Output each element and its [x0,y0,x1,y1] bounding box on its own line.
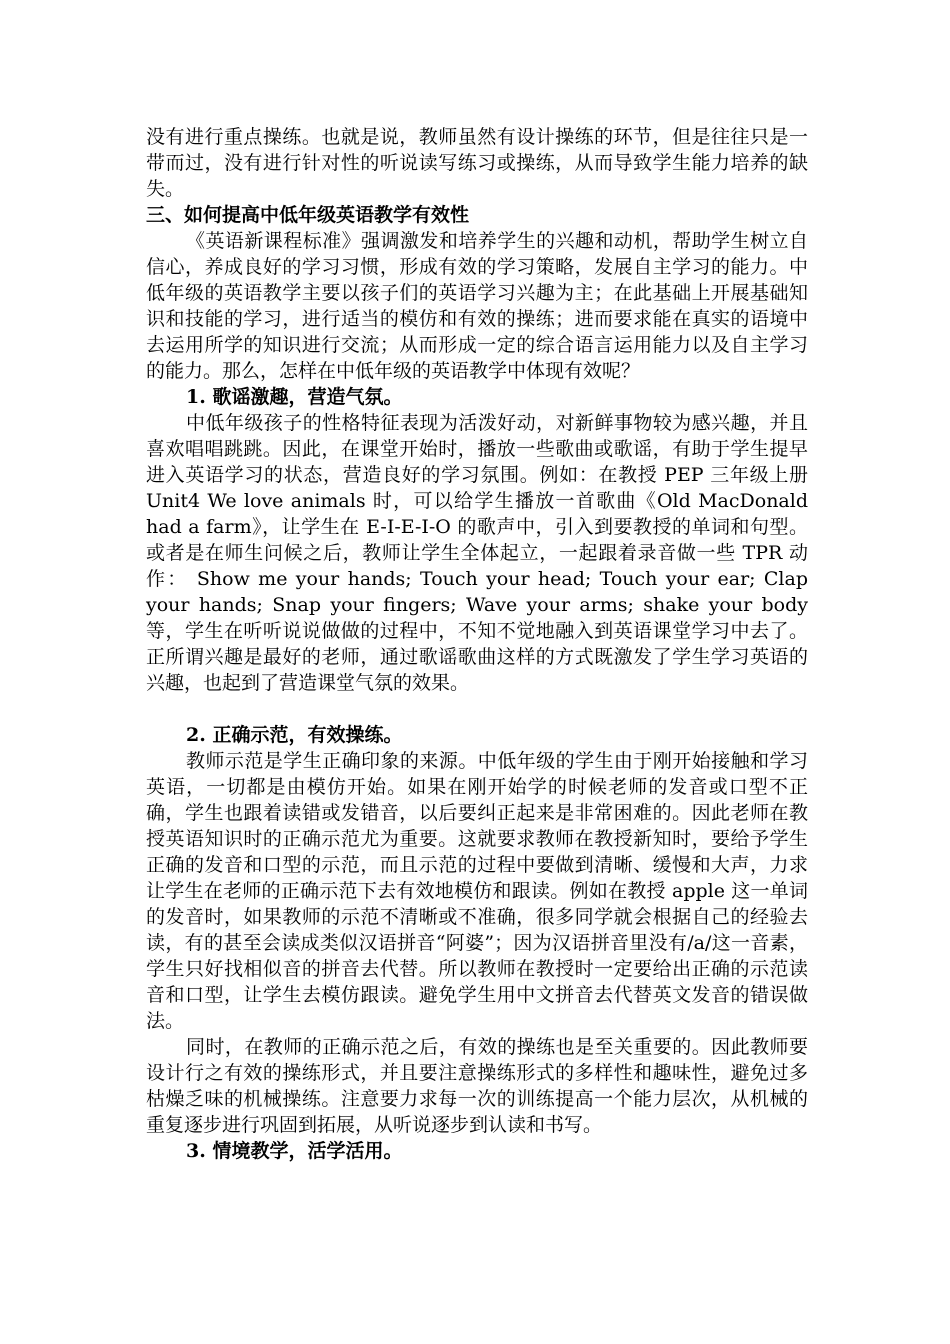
paragraph-section-3: 《英语新课程标准》强调激发和培养学生的兴趣和动机，帮助学生树立自信心，养成良好的学习习惯，形成有效的学习策略，发展自主学习的能力。中低年级的英语教学主要以孩子们的英语学习兴趣为主；在此基础上开展基础知识和技能的学习，进行适当的模仿和有效的操练；进而要求能在真实的语境中去运用所学的知识进行交流；从而形成一定的综合语言运用能力以及自主学习的能力。那么，怎样在中低年级的英语教学中体现有效呢？ [146,230,808,382]
paragraph-sub-2a: 教师示范是学生正确印象的来源。中低年级的学生由于刚开始接触和学习英语，一切都是由模仿开始。如果在刚开始学的时候老师的发音或口型不正确，学生也跟着读错或发错音，以后要纠正起来是非常困难的。因此老师在教授英语知识时的正确示范尤为重要。这就要求教师在教授新知时，要给予学生正确的发音和口型的示范，而且示范的过程中要做到清晰、缓慢和大声，力求让学生在老师的正确示范下去有效地模仿和跟读。例如在教授 apple 这一单词的发音时，如果教师的示范不清晰或不准确，很多同学就会根据自己的经验去读，有的甚至会读成类似汉语拼音“阿婆”；因为汉语拼音里没有/a/这一音素，学生只好找相似音的拼音去代替。所以教师在教授时一定要给出正确的示范读音和口型，让学生去模仿跟读。避免学生用中文拼音去代替英文发音的错误做法。 [146,750,808,1032]
paragraph-sub-2b: 同时，在教师的正确示范之后，有效的操练也是至关重要的。因此教师要设计行之有效的操练形式，并且要注意操练形式的多样性和趣味性，避免过多枯燥乏味的机械操练。注意要力求每一次的训练提高一个能力层次，从机械的重复逐步进行巩固到拓展，从听说逐步到认读和书写。 [146,1036,808,1136]
subheading-1: 1. 歌谣激趣，营造气氛。 [186,386,403,408]
subheading-3: 3. 情境教学，活学活用。 [186,1140,403,1162]
document-body [146,124,808,1164]
blank-line [146,696,808,722]
paragraph-sub-1: 中低年级孩子的性格特征表现为活泼好动，对新鲜事物较为感兴趣，并且喜欢唱唱跳跳。因此，在课堂开始时，播放一些歌曲或歌谣，有助于学生提早进入英语学习的状态，营造良好的学习氛围。例如：在教授 PEP 三年级上册 Unit4 We love animals 时，可以给学生播放一首歌曲《Old MacDonald had a farm》，让学生在 E-I-E-I-O 的歌声中，引入到要教授的单词和句型。或者是在师生问候之后，教师让学生全体起立，一起跟着录音做一些 TPR 动作： Show me your hands; Touch your head; Touch your ear; Clap your hands; Snap your fingers; Wave your arms; shake your body 等，学生在听听说说做做的过程中，不知不觉地融入到英语课堂学习中去了。正所谓兴趣是最好的老师，通过歌谣歌曲这样的方式既激发了学生学习英语的兴趣，也起到了营造课堂气氛的效果。 [146,412,808,694]
section-heading-3: 三、如何提高中低年级英语教学有效性 [146,204,470,226]
subheading-2: 2. 正确示范，有效操练。 [186,724,403,746]
paragraph-intro: 没有进行重点操练。也就是说，教师虽然有设计操练的环节，但是往往只是一带而过，没有进行针对性的听说读写练习或操练，从而导致学生能力培养的缺失。 [146,126,808,200]
